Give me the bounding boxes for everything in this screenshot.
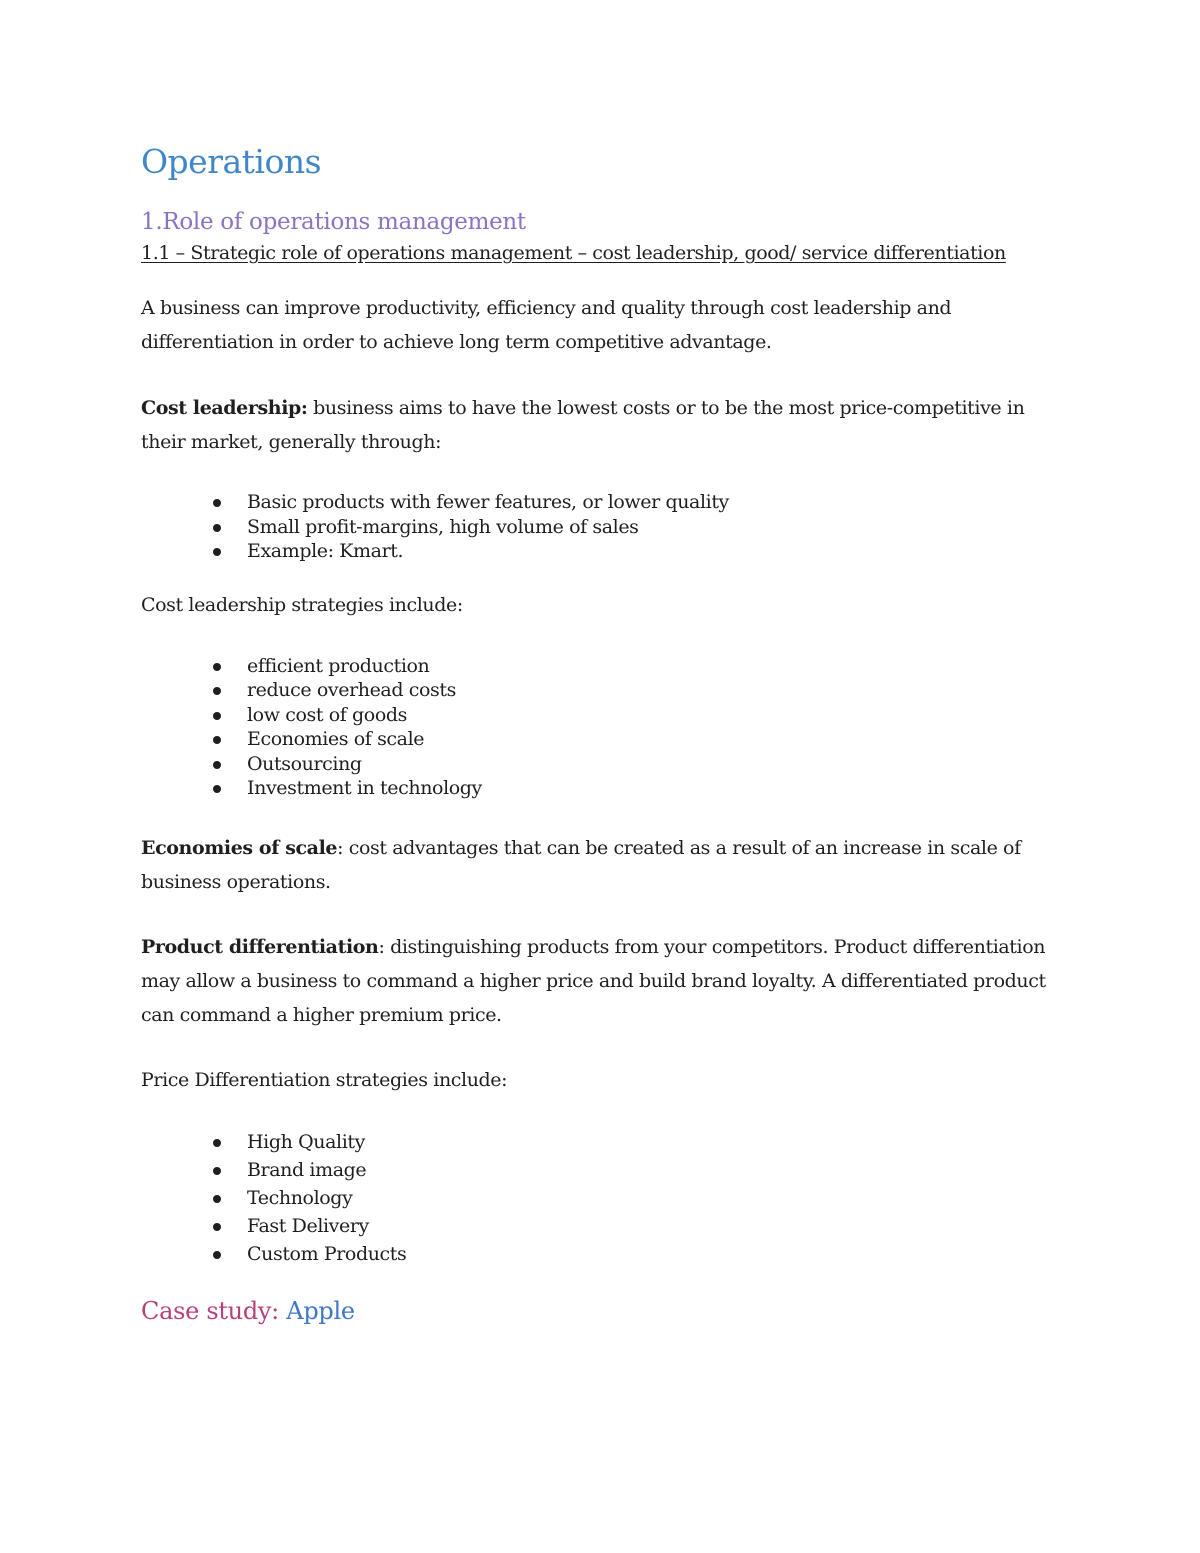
product-differentiation-definition: : distinguishing products from your competitors. Product differentiation may allow a business to command a higher price and build brand loyalty. A differentiated product can command a higher premium price. [141,935,1046,1026]
list-item: Small profit-margins, high volume of sales [141,515,1061,540]
list-item: low cost of goods [141,703,1061,728]
intro-paragraph: A business can improve productivity, efficiency and quality through cost leadership and differentiation in order to achieve long term competitive advantage. [141,297,952,353]
list-item: Brand image [141,1156,1061,1184]
bullet-icon [213,712,221,720]
list-item: High Quality [141,1128,1061,1156]
cost-leadership-paragraph [141,391,1061,459]
case-study-label: Case study: [141,1296,287,1325]
cost-leadership-term: Cost leadership: [141,397,308,419]
bullet-icon [213,499,221,507]
bullet-icon [213,785,221,793]
bullet-icon [213,736,221,744]
product-differentiation-term: Product differentiation [141,935,379,958]
bullet-icon [213,1167,221,1175]
cost-strategies-list [141,654,1061,801]
bullet-icon [213,1139,221,1147]
list-item: Investment in technology [141,776,1061,801]
list-item: Economies of scale [141,727,1061,752]
list-item: efficient production [141,654,1061,679]
price-differentiation-intro: Price Differentiation strategies include: [141,1068,508,1091]
case-study-name: Apple [286,1296,355,1325]
strategies-intro: Cost leadership strategies include: [141,593,463,616]
bullet-icon [213,761,221,769]
bullet-icon [213,524,221,532]
list-item: Outsourcing [141,752,1061,777]
list-item: reduce overhead costs [141,678,1061,703]
list-item: Fast Delivery [141,1212,1061,1240]
subheading: 1.1 – Strategic role of operations management – cost leadership, good/ service differentiation [141,242,1006,264]
cost-leadership-definition: business aims to have the lowest costs or to be the most price-competitive in their market, generally through: [141,397,1025,453]
bullet-icon [213,687,221,695]
bullet-icon [213,1195,221,1203]
product-differentiation-paragraph [141,930,1061,1032]
list-item: Basic products with fewer features, or lower quality [141,490,1061,515]
list-item: Example: Kmart. [141,539,1061,564]
economies-of-scale-term: Economies of scale [141,836,338,859]
price-differentiation-list [141,1128,1061,1268]
economies-of-scale-definition: : cost advantages that can be created as a result of an increase in scale of business operations. [141,836,1021,893]
bullet-icon [213,1251,221,1259]
case-study-heading [141,1294,1061,1328]
bullet-icon [213,548,221,556]
document-title: Operations [141,142,322,181]
economies-of-scale-paragraph [141,831,1061,899]
section-heading: 1.Role of operations management [141,209,526,235]
list-item: Custom Products [141,1240,1061,1268]
cost-leadership-points-list [141,490,1061,564]
list-item: Technology [141,1184,1061,1212]
bullet-icon [213,1223,221,1231]
bullet-icon [213,663,221,671]
document-page [141,140,1061,1328]
